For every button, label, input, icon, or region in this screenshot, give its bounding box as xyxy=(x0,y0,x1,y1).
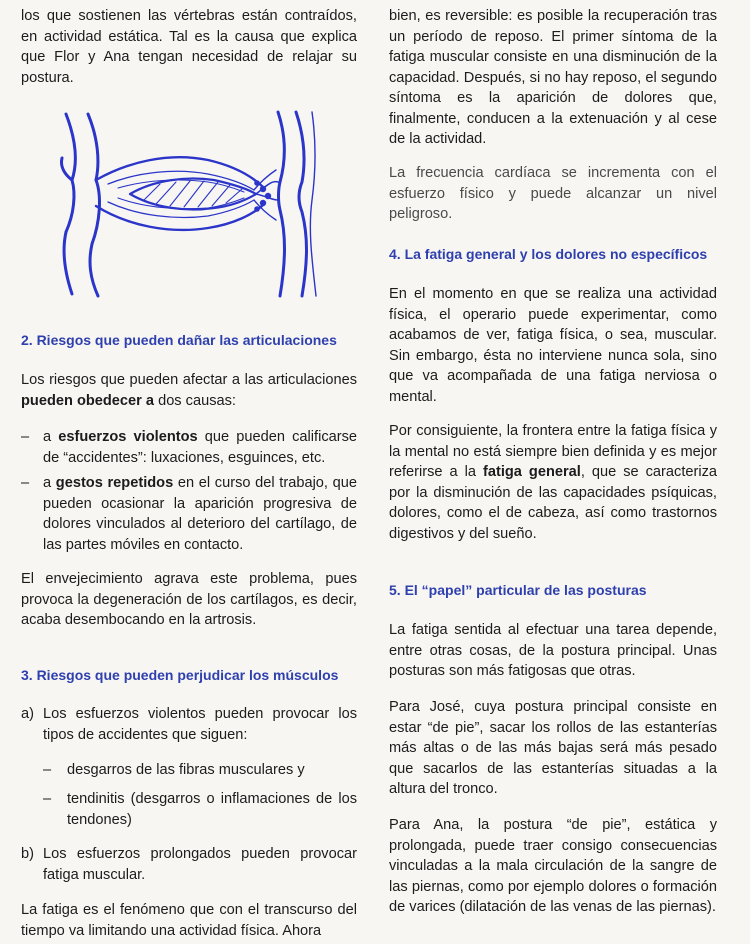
section-4-paragraph-1: En el momento en que se realiza una actividad física, el operario puede experimentar, como acabamos de ver, fatiga física, o sea, muscular. Sin embargo, ésta no interviene nunca sola, sino que va acompañada de una fatiga nerviosa o mental. xyxy=(389,286,717,405)
section-4-heading: 4. La fatiga general y los dolores no específicos xyxy=(389,246,708,262)
section-2-closing: El envejecimiento agrava este problema, pues provoca la degeneración de los cartílagos, es decir, acaba desembocando en la artrosis. xyxy=(21,571,357,628)
section-5-paragraph-1: La fatiga sentida al efectuar una tarea depende, entre otras cosas, de la postura principal. Unas posturas son más fatigosas que otras. xyxy=(389,622,717,679)
section-5-paragraph-3: Para Ana, la postura “de pie”, estática y prolongada, puede traer consigo consecuencias vinculadas a la mala circulación de la sangre de las piernas, como por ejemplo dolores o formación de varices (dilatación de las venas de las piernas). xyxy=(389,817,717,915)
section-2-intro: Los riesgos que pueden afectar a las articulaciones pueden obedecer a dos causas: xyxy=(21,372,357,409)
section-4-paragraph-2: Por consiguiente, la frontera entre la fatiga física y la mental no está siempre bien definida y es mejor referirse a la fatiga general, que se caracteriza por la disminución de las capacidades psíquicas, dolores, como el de cabeza, así como trastornos digestivos y del sueño. xyxy=(389,423,718,542)
section-5-heading: 5. El “papel” particular de las posturas xyxy=(389,582,647,598)
muscle-joint-illustration-icon xyxy=(58,110,318,298)
sub-list-item: – tendinitis (desgarros o inflamaciones de los tendones) xyxy=(43,791,357,828)
section-5-paragraph-2: Para José, cuya postura principal consiste en estar “de pie”, sacar los rollos de las estanterías más altas o de las más bajas será más pesado que sacarlos de las estanterías situadas a la altura del tronco. xyxy=(389,699,717,797)
list-item-b: b) Los esfuerzos prolongados pueden provocar fatiga muscular. xyxy=(21,846,357,883)
heart-rate-paragraph: La frecuencia cardíaca se incrementa con el esfuerzo físico y puede alcanzar un nivel peligroso. xyxy=(389,165,717,222)
list-item-a: a) Los esfuerzos violentos pueden provocar los tipos de accidentes que siguen: xyxy=(21,706,357,743)
list-item: – a gestos repetidos en el curso del trabajo, que pueden ocasionar la aparición progresiva de dolores vinculados al deterioro del cartílago, de las partes móviles en contacto. xyxy=(21,475,357,553)
sub-list-item: – desgarros de las fibras musculares y xyxy=(43,762,305,778)
continuation-paragraph: bien, es reversible: es posible la recuperación tras un período de reposo. El primer síntoma de la fatiga muscular consiste en una disminución de la capacidad. Después, si no hay reposo, el segundo síntoma es la aparición de dolores que, finalmente, conducen a la extenuación y al cese de la actividad. xyxy=(389,8,717,147)
section-3-closing: La fatiga es el fenómeno que con el transcurso del tiempo va limitando una actividad física. Ahora xyxy=(21,902,357,939)
intro-paragraph: los que sostienen las vértebras están contraídos, en actividad estática. Tal es la causa que explica que Flor y Ana tengan necesidad de relajar su postura. xyxy=(21,8,357,86)
section-2-heading: 2. Riesgos que pueden dañar las articulaciones xyxy=(21,332,337,348)
list-item: – a esfuerzos violentos que pueden calificarse de “accidentes”: luxaciones, esguinces, etc. xyxy=(21,429,357,466)
section-3-heading: 3. Riesgos que pueden perjudicar los músculos xyxy=(21,667,339,683)
